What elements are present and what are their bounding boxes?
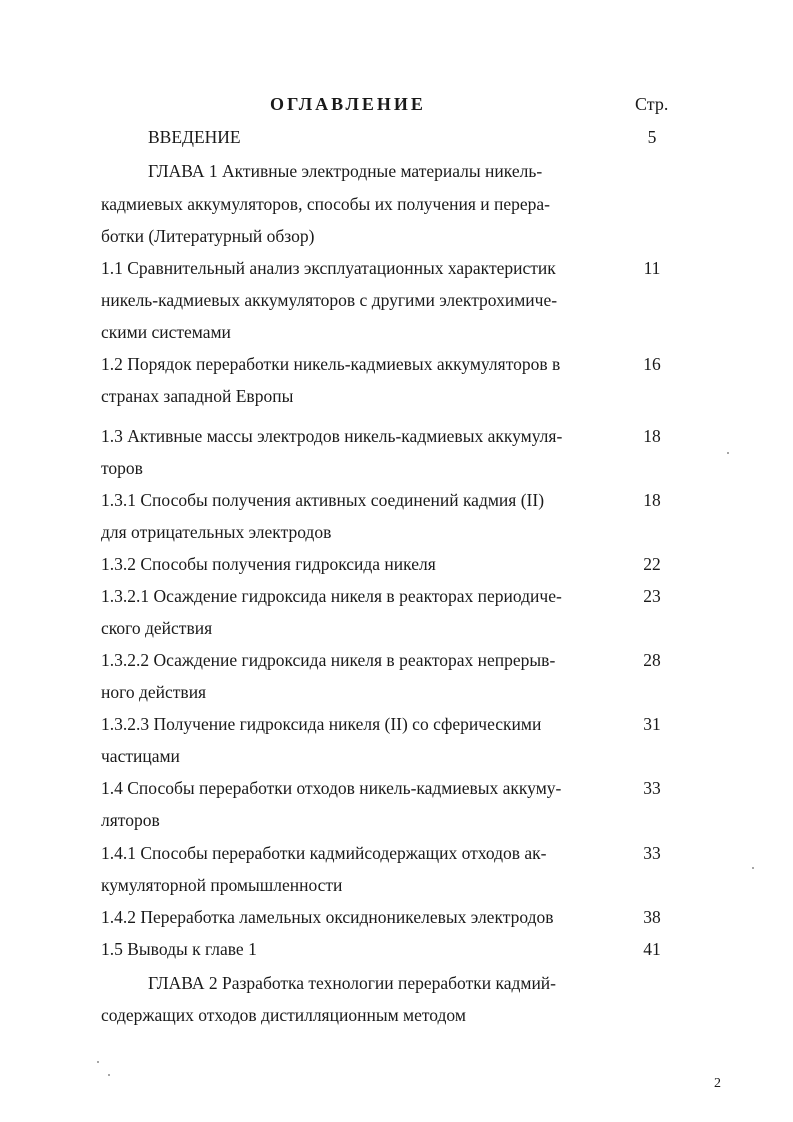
toc-entry-line: 1.5 Выводы к главе 1 xyxy=(101,939,257,959)
scan-speck xyxy=(97,1061,99,1063)
toc-entry-line: ного действия xyxy=(101,682,207,702)
toc-entry-line: 1.4.2 Переработка ламельных оксидноникелевых электродов xyxy=(101,907,554,927)
toc-entry-page: 18 xyxy=(643,490,661,510)
toc-entry-line: 1.3.2.3 Получение гидроксида никеля (II) со сферическими xyxy=(101,714,542,734)
scan-speck xyxy=(108,1074,110,1076)
toc-entry-line: частицами xyxy=(101,746,180,766)
toc-entry-line: торов xyxy=(101,458,143,478)
toc-entry-line: кадмиевых аккумуляторов, способы их получения и перера- xyxy=(101,194,551,214)
toc-entry-page: 33 xyxy=(643,778,661,798)
toc-entry-line: 1.4.1 Способы переработки кадмийсодержащих отходов ак- xyxy=(101,843,547,863)
toc-entry-page: 5 xyxy=(647,127,657,147)
page-number: 2 xyxy=(714,1076,721,1091)
toc-entry-line: 1.3.2.1 Осаждение гидроксида никеля в реакторах периодиче- xyxy=(101,586,562,606)
toc-entry-line: кумуляторной промышленности xyxy=(101,875,343,895)
toc-entry-page: 38 xyxy=(643,907,661,927)
toc-entry-page: 23 xyxy=(643,586,661,606)
toc-entry-page: 18 xyxy=(643,426,661,446)
toc-entry-line: для отрицательных электродов xyxy=(101,522,332,542)
toc-entry-page: 28 xyxy=(643,650,661,670)
toc-entry-page: 22 xyxy=(643,554,661,574)
scan-speck xyxy=(727,452,729,454)
toc-entry-line: никель-кадмиевых аккумуляторов с другими электрохимиче- xyxy=(101,290,558,310)
toc-entry-line: 1.2 Порядок переработки никель-кадмиевых аккумуляторов в xyxy=(101,354,561,374)
toc-entry-line: 1.3.2 Способы получения гидроксида никеля xyxy=(101,554,436,574)
toc-entry-line: ляторов xyxy=(101,810,160,830)
toc-entry-line: странах западной Европы xyxy=(101,386,294,406)
toc-entry-line: ботки (Литературный обзор) xyxy=(101,226,315,246)
toc-entry-line: 1.3.2.2 Осаждение гидроксида никеля в реакторах непрерыв- xyxy=(101,650,556,670)
scan-speck xyxy=(752,867,754,869)
toc-entry-line: ВВЕДЕНИЕ xyxy=(148,127,241,147)
toc-entry-line: ГЛАВА 1 Активные электродные материалы никель- xyxy=(148,161,543,181)
toc-entry-line: скими системами xyxy=(101,322,231,342)
toc-entry-line: 1.3 Активные массы электродов никель-кадмиевых аккумуля- xyxy=(101,426,563,446)
toc-entry-line: 1.1 Сравнительный анализ эксплуатационных характеристик xyxy=(101,258,556,278)
toc-entry-line: содержащих отходов дистилляционным методом xyxy=(101,1005,466,1025)
toc-entry-line: 1.4 Способы переработки отходов никель-кадмиевых аккуму- xyxy=(101,778,562,798)
toc-entry-page: 41 xyxy=(643,939,661,959)
toc-entry-page: 33 xyxy=(643,843,661,863)
toc-entry-page: 11 xyxy=(643,258,661,278)
page-column-header: Стр. xyxy=(635,94,669,114)
toc-entry-line: ГЛАВА 2 Разработка технологии переработки кадмий- xyxy=(148,973,557,993)
toc-entry-page: 31 xyxy=(643,714,661,734)
toc-entry-page: 16 xyxy=(643,354,661,374)
toc-entry-line: 1.3.1 Способы получения активных соединений кадмия (II) xyxy=(101,490,545,510)
toc-entry-line: ского действия xyxy=(101,618,213,638)
toc-title: ОГЛАВЛЕНИЕ xyxy=(270,94,426,114)
